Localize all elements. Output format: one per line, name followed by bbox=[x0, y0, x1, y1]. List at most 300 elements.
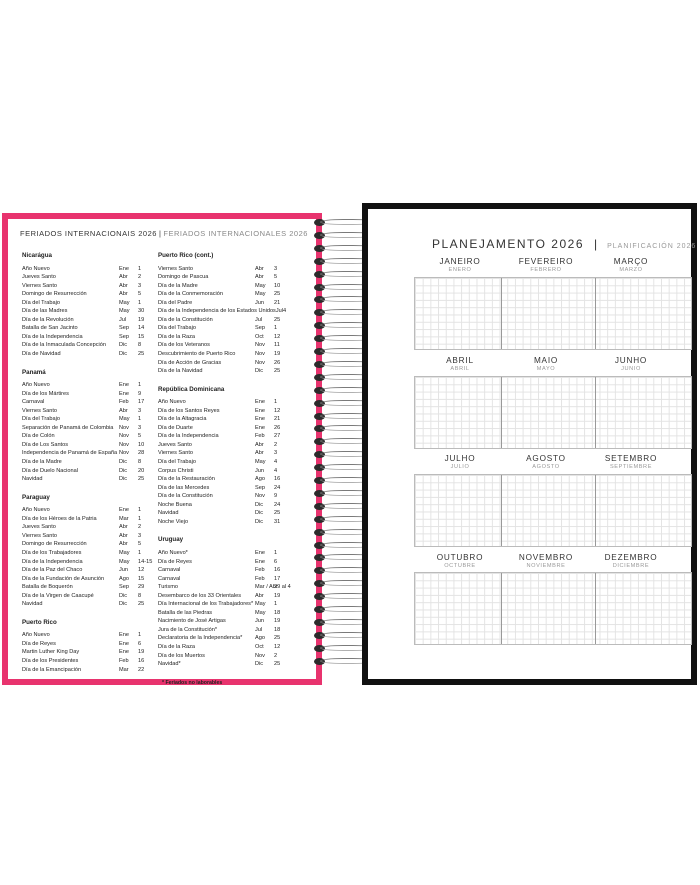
holiday-row bbox=[22, 549, 150, 558]
month-label bbox=[585, 553, 677, 569]
holiday-row bbox=[158, 341, 286, 350]
holiday-name: Día de la Constitución bbox=[158, 493, 213, 500]
holiday-month: Abr bbox=[119, 541, 128, 548]
month-name-pt: JUNHO bbox=[614, 356, 648, 365]
month-name-pt: ABRIL bbox=[446, 356, 474, 365]
holiday-row bbox=[158, 617, 286, 626]
holiday-day: 4 bbox=[274, 459, 278, 466]
month-name-es: OCTUBRE bbox=[444, 563, 476, 569]
holiday-name: Navidad bbox=[158, 510, 179, 517]
holiday-row bbox=[22, 316, 150, 325]
holiday-day: 9 bbox=[274, 493, 278, 500]
holiday-month: Abr bbox=[119, 282, 128, 289]
month-planning-grid[interactable] bbox=[414, 474, 692, 547]
holiday-row bbox=[158, 518, 286, 527]
holiday-month: Oct bbox=[255, 333, 264, 340]
holiday-day: 8 bbox=[138, 342, 142, 349]
holiday-row bbox=[22, 523, 150, 532]
holiday-day: 30 bbox=[138, 308, 145, 315]
holiday-name: Día de los Presidentes bbox=[22, 657, 79, 664]
holiday-row bbox=[22, 540, 150, 549]
grid-divider bbox=[501, 475, 502, 546]
holiday-month: Nov bbox=[255, 359, 265, 366]
holiday-name: Navidad bbox=[22, 476, 43, 483]
holiday-month: May bbox=[119, 308, 130, 315]
holiday-day: 21 bbox=[274, 416, 281, 423]
holiday-row bbox=[22, 631, 150, 640]
holiday-name: Día de Duarte bbox=[158, 424, 193, 431]
holiday-row bbox=[158, 600, 286, 609]
holiday-name: Día de la Independencia de los Estados Unidos bbox=[158, 308, 276, 315]
holiday-row bbox=[158, 432, 286, 441]
holiday-row bbox=[158, 501, 286, 510]
holiday-name: Noche Buena bbox=[158, 501, 192, 508]
holiday-row bbox=[22, 381, 150, 390]
holiday-row bbox=[158, 583, 291, 592]
holiday-month: Dic bbox=[119, 467, 128, 474]
holiday-name: Independencia de Panamá de España bbox=[22, 450, 118, 457]
holiday-month: Dic bbox=[119, 459, 128, 466]
holiday-row bbox=[158, 626, 286, 635]
holiday-day: 5 bbox=[138, 291, 142, 298]
holiday-name: Día del Trabajo bbox=[22, 416, 60, 423]
holiday-day: 14 bbox=[138, 325, 145, 332]
holiday-day: 25 bbox=[274, 661, 281, 668]
holiday-row bbox=[158, 299, 286, 308]
holiday-row bbox=[158, 634, 286, 643]
holiday-day: 2 bbox=[274, 441, 278, 448]
holiday-day: 1 bbox=[138, 265, 142, 272]
holiday-month: Abr bbox=[255, 265, 264, 272]
holiday-day: 6 bbox=[138, 640, 142, 647]
holiday-month: Dic bbox=[255, 518, 264, 525]
footnote: * Feriados no laborables bbox=[162, 679, 223, 686]
holiday-row bbox=[22, 458, 150, 467]
holiday-row bbox=[158, 265, 286, 274]
holiday-month: Ago bbox=[255, 476, 265, 483]
holiday-name: Año Nuevo* bbox=[158, 549, 188, 556]
holiday-day: 2 bbox=[138, 274, 142, 281]
month-planning-grid[interactable] bbox=[414, 572, 692, 645]
holiday-name: Descubrimiento de Puerto Rico bbox=[158, 351, 236, 358]
month-name-es: SEPTIEMBRE bbox=[609, 464, 653, 470]
holiday-day: 3 bbox=[138, 407, 142, 414]
holiday-day: 11 bbox=[274, 342, 280, 349]
holiday-row bbox=[158, 592, 286, 601]
holiday-name: Día de la Altagracia bbox=[158, 416, 207, 423]
holiday-day: 3 bbox=[274, 450, 278, 457]
holidays-subtitle: FERIADOS INTERNACIONALES 2026 bbox=[163, 229, 308, 238]
holiday-day: 8 bbox=[138, 459, 142, 466]
holiday-day: 1 bbox=[138, 382, 142, 389]
month-name-pt: DEZEMBRO bbox=[604, 553, 658, 562]
holiday-name: Viernes Santo bbox=[22, 407, 58, 414]
holiday-name: Año Nuevo bbox=[22, 382, 50, 389]
holiday-day: 19 bbox=[274, 592, 281, 599]
holiday-month: Ene bbox=[119, 507, 129, 514]
holiday-row bbox=[22, 390, 150, 399]
holiday-month: May bbox=[255, 291, 266, 298]
holiday-row bbox=[158, 458, 286, 467]
holiday-row bbox=[158, 307, 286, 316]
holiday-month: Nov bbox=[119, 424, 129, 431]
holiday-name: Martin Luther King Day bbox=[22, 649, 80, 656]
holiday-day: 28 bbox=[138, 450, 145, 457]
holiday-name: Día de Colón bbox=[22, 433, 55, 440]
holiday-day: 5 bbox=[274, 274, 278, 281]
holiday-row bbox=[158, 467, 286, 476]
holiday-row bbox=[22, 333, 150, 342]
holiday-day: 12 bbox=[274, 333, 281, 340]
holiday-name: Día de la Paz del Chaco bbox=[22, 567, 83, 574]
holiday-day: 21 bbox=[274, 299, 281, 306]
holiday-row bbox=[158, 609, 286, 618]
holiday-day: 1 bbox=[138, 507, 142, 514]
holiday-name: Día de los Mártires bbox=[22, 390, 69, 397]
holiday-month: Abr bbox=[255, 274, 264, 281]
holiday-day: 17 bbox=[138, 399, 145, 406]
month-label bbox=[414, 553, 506, 569]
holiday-name: Jueves Santo bbox=[158, 441, 192, 448]
month-label bbox=[585, 257, 677, 273]
holiday-month: May bbox=[255, 609, 266, 616]
holiday-month: Jun bbox=[255, 467, 265, 474]
holidays-title: FERIADOS INTERNACIONAIS 2026 bbox=[20, 229, 157, 238]
country-name: Paraguay bbox=[22, 493, 50, 501]
holiday-row bbox=[22, 575, 150, 584]
holiday-month: Mar / Abr bbox=[255, 584, 278, 591]
holiday-name: Desembarco de los 33 Orientales bbox=[158, 592, 242, 599]
holiday-row bbox=[22, 282, 150, 291]
holiday-day: 29 al 4 bbox=[274, 584, 291, 591]
holiday-month: May bbox=[119, 558, 130, 565]
holiday-day: 16 bbox=[138, 657, 145, 664]
holiday-day: 4 bbox=[274, 467, 278, 474]
planning-subtitle: PLANIFICACIÓN 2026 bbox=[607, 243, 697, 250]
holiday-name: Día de la Madre bbox=[158, 282, 198, 289]
holiday-name: Día del Trabajo bbox=[158, 325, 196, 332]
holiday-day: 18 bbox=[274, 626, 281, 633]
holiday-row bbox=[158, 509, 286, 518]
holiday-day: 3 bbox=[138, 532, 142, 539]
holiday-name: Día de las Mercedes bbox=[158, 484, 210, 491]
holiday-name: Día de la Inmaculada Concepción bbox=[22, 342, 106, 349]
holiday-row bbox=[158, 367, 286, 376]
holiday-name: Día de la Madre bbox=[22, 459, 62, 466]
holiday-month: Nov bbox=[119, 450, 129, 457]
holiday-month: Ene bbox=[119, 649, 129, 656]
holiday-row bbox=[158, 424, 286, 433]
holiday-row bbox=[22, 273, 150, 282]
holiday-row bbox=[158, 441, 286, 450]
holiday-month: Ene bbox=[255, 407, 265, 414]
country-section bbox=[158, 536, 291, 668]
holiday-day: 26 bbox=[274, 424, 281, 431]
grid-divider bbox=[501, 278, 502, 349]
holiday-day: 27 bbox=[274, 433, 281, 440]
holiday-month: Dic bbox=[255, 368, 264, 375]
holiday-month: Jun bbox=[255, 618, 265, 625]
holiday-month: Dic bbox=[255, 661, 264, 668]
holiday-day: 12 bbox=[274, 407, 281, 414]
planning-title: PLANEJAMENTO 2026 bbox=[432, 237, 584, 251]
holiday-month: Ene bbox=[255, 424, 265, 431]
grid-divider bbox=[501, 377, 502, 448]
holiday-day: 12 bbox=[138, 567, 145, 574]
holiday-row bbox=[22, 449, 150, 458]
holiday-day: 3 bbox=[274, 265, 278, 272]
month-label bbox=[500, 356, 592, 372]
country-name: República Dominicana bbox=[158, 385, 225, 393]
month-label bbox=[414, 454, 506, 470]
holiday-month: Dic bbox=[119, 342, 128, 349]
holiday-row bbox=[158, 643, 286, 652]
holiday-day: 1 bbox=[138, 515, 142, 522]
month-label bbox=[414, 356, 506, 372]
month-name-pt: MAIO bbox=[533, 356, 559, 365]
holiday-row bbox=[22, 290, 150, 299]
holiday-day: 19 bbox=[274, 618, 281, 625]
holiday-day: 5 bbox=[138, 541, 142, 548]
holiday-day: 25 bbox=[274, 635, 281, 642]
month-name-es: ABRIL bbox=[450, 366, 470, 372]
month-name-es: MARZO bbox=[619, 267, 643, 273]
country-name: Puerto Rico bbox=[22, 618, 57, 626]
holiday-month: Feb bbox=[119, 657, 129, 664]
month-name-es: NOVIEMBRE bbox=[526, 563, 566, 569]
holiday-name: Día de Reyes bbox=[158, 558, 192, 565]
holiday-name: Carnaval bbox=[22, 399, 45, 406]
month-name-pt: AGOSTO bbox=[526, 454, 566, 463]
holiday-day: 1 bbox=[274, 325, 278, 332]
holiday-day: 17 bbox=[274, 575, 281, 582]
holiday-day: 31 bbox=[274, 518, 281, 525]
holiday-name: Viernes Santo bbox=[158, 450, 194, 457]
country-name: Nicarágua bbox=[22, 252, 52, 259]
holiday-name: Día de la Fundación de Asunción bbox=[22, 575, 105, 582]
grid-divider bbox=[595, 377, 596, 448]
holiday-name: Año Nuevo bbox=[22, 507, 50, 514]
planning-page bbox=[362, 203, 697, 685]
holiday-day: 3 bbox=[138, 424, 142, 431]
holiday-row bbox=[22, 265, 150, 274]
holiday-month: Abr bbox=[255, 592, 264, 599]
holiday-month: May bbox=[255, 282, 266, 289]
holiday-name: Año Nuevo bbox=[22, 632, 50, 639]
holiday-month: Sep bbox=[119, 333, 129, 340]
holiday-row bbox=[22, 592, 150, 601]
holiday-day: 9 bbox=[138, 390, 142, 397]
holiday-day: 1 bbox=[138, 549, 142, 556]
country-name: Panamá bbox=[22, 368, 46, 376]
holiday-row bbox=[158, 492, 286, 501]
holiday-row bbox=[22, 398, 150, 407]
holiday-row bbox=[22, 657, 150, 666]
holiday-row bbox=[158, 652, 286, 661]
holiday-row bbox=[158, 324, 286, 333]
holiday-month: Oct bbox=[255, 643, 264, 650]
holiday-day: 1 bbox=[274, 399, 278, 406]
holiday-month: Ene bbox=[255, 399, 265, 406]
holiday-row bbox=[22, 515, 150, 524]
holiday-row bbox=[158, 282, 286, 291]
holiday-month: Nov bbox=[255, 493, 265, 500]
country-section bbox=[158, 386, 286, 527]
holiday-month: Ene bbox=[119, 382, 129, 389]
holiday-month: May bbox=[119, 299, 130, 306]
holiday-name: Día Internacional de los Trabajadores* bbox=[158, 601, 254, 608]
holiday-month: Sep bbox=[255, 325, 265, 332]
holiday-day: 2 bbox=[274, 652, 278, 659]
holiday-name: Día de los Trabajadores bbox=[22, 549, 82, 556]
holiday-day: 15 bbox=[138, 575, 145, 582]
holidays-column-2 bbox=[158, 252, 291, 687]
holiday-row bbox=[158, 290, 286, 299]
holiday-row bbox=[158, 359, 286, 368]
holiday-name: Batalla de San Jacinto bbox=[22, 325, 78, 332]
holiday-name: Jura de la Constitución* bbox=[158, 626, 218, 633]
holiday-month: Nov bbox=[119, 433, 129, 440]
holiday-row bbox=[22, 432, 150, 441]
holiday-name: Año Nuevo bbox=[22, 265, 50, 272]
holiday-day: 29 bbox=[138, 584, 145, 591]
header-separator: | bbox=[158, 229, 162, 238]
holiday-name: Día de la Revolución bbox=[22, 316, 74, 323]
holiday-month: Jul bbox=[119, 316, 127, 323]
holiday-name: Jueves Santo bbox=[22, 274, 56, 281]
holiday-month: Ago bbox=[119, 575, 129, 582]
holiday-day: 14-15 bbox=[138, 558, 153, 565]
holiday-name: Día de Duelo Nacional bbox=[22, 467, 78, 474]
month-name-pt: NOVEMBRO bbox=[518, 553, 574, 562]
month-name-pt: JANEIRO bbox=[439, 257, 481, 266]
holiday-name: Día de la Virgen de Caacupé bbox=[22, 592, 94, 599]
grid-divider bbox=[595, 573, 596, 644]
month-name-pt: MARÇO bbox=[613, 257, 649, 266]
holiday-name: Corpus Christi bbox=[158, 467, 194, 474]
holiday-day: 16 bbox=[274, 476, 281, 483]
holiday-month: Feb bbox=[255, 575, 265, 582]
holiday-row bbox=[22, 350, 150, 359]
holiday-month: Dic bbox=[255, 501, 264, 508]
holiday-month: Abr bbox=[119, 524, 128, 531]
holiday-row bbox=[22, 566, 150, 575]
holiday-month: Dic bbox=[119, 476, 128, 483]
month-name-es: MAYO bbox=[536, 366, 556, 372]
holiday-row bbox=[22, 666, 150, 675]
holiday-name: Día de los Muertos bbox=[158, 652, 205, 659]
month-name-es: JUNIO bbox=[621, 366, 641, 372]
holiday-month: Ene bbox=[255, 558, 265, 565]
holiday-month: May bbox=[255, 459, 266, 466]
holidays-column-1 bbox=[22, 252, 153, 684]
holiday-month: Nov bbox=[255, 351, 265, 358]
grid-divider bbox=[595, 475, 596, 546]
holiday-day: 25 bbox=[138, 601, 145, 608]
holiday-day: 26 bbox=[274, 359, 281, 366]
holiday-name: Día de la Independencia bbox=[22, 558, 83, 565]
holiday-name: Día de la Independencia bbox=[22, 333, 83, 340]
holiday-month: Abr bbox=[119, 291, 128, 298]
holiday-month: Dic bbox=[255, 510, 264, 517]
month-name-pt: FEVEREIRO bbox=[518, 257, 574, 266]
country-section bbox=[22, 369, 150, 484]
holiday-month: Dic bbox=[119, 351, 128, 358]
country-name: Puerto Rico (cont.) bbox=[158, 252, 214, 259]
holiday-day: 25 bbox=[138, 476, 145, 483]
holiday-row bbox=[22, 583, 150, 592]
holiday-row bbox=[158, 549, 286, 558]
holiday-row bbox=[22, 407, 150, 416]
holiday-day: 16 bbox=[274, 567, 281, 574]
holiday-row bbox=[22, 324, 150, 333]
holiday-row bbox=[158, 415, 286, 424]
holiday-row bbox=[22, 600, 150, 609]
holiday-month: Ene bbox=[119, 640, 129, 647]
country-section bbox=[158, 252, 286, 376]
holiday-name: Viernes Santo bbox=[158, 265, 194, 272]
holiday-name: Carnaval bbox=[158, 575, 181, 582]
holiday-month: Jul bbox=[255, 626, 263, 633]
holiday-name: Nacimiento de José Artigas bbox=[158, 618, 226, 625]
holiday-day: 24 bbox=[274, 501, 281, 508]
holiday-row bbox=[158, 350, 286, 359]
month-label bbox=[585, 356, 677, 372]
holiday-month: Abr bbox=[255, 450, 264, 457]
holiday-month: Jun bbox=[255, 299, 265, 306]
holiday-day: 1 bbox=[274, 601, 278, 608]
country-name: Uruguay bbox=[158, 536, 184, 544]
holiday-row bbox=[22, 506, 150, 515]
holiday-month: Ene bbox=[119, 632, 129, 639]
holiday-name: Domingo de Pascua bbox=[158, 274, 209, 281]
holiday-name: Noche Viejo bbox=[158, 518, 189, 525]
holiday-name: Viernes Santo bbox=[22, 532, 58, 539]
holiday-day: 4 bbox=[283, 308, 287, 315]
holidays-page bbox=[2, 213, 322, 685]
holiday-row bbox=[158, 449, 286, 458]
holiday-month: Feb bbox=[255, 567, 265, 574]
holiday-day: 12 bbox=[274, 643, 281, 650]
holiday-month: Abr bbox=[119, 407, 128, 414]
holiday-month: Abr bbox=[255, 441, 264, 448]
holiday-row bbox=[158, 558, 286, 567]
holiday-name: Día de Navidad bbox=[22, 351, 61, 358]
holiday-row bbox=[158, 575, 286, 584]
holiday-name: Día de Reyes bbox=[22, 640, 56, 647]
holiday-day: 8 bbox=[138, 592, 142, 599]
holiday-name: Día de la Navidad bbox=[158, 368, 203, 375]
holiday-row bbox=[22, 640, 150, 649]
holiday-day: 19 bbox=[138, 316, 145, 323]
holiday-name: Batalla de las Piedras bbox=[158, 609, 213, 616]
holiday-name: Día de Los Santos bbox=[22, 441, 69, 448]
month-planning-grid[interactable] bbox=[414, 277, 692, 350]
holiday-name: Día de la Independencia bbox=[158, 433, 219, 440]
holiday-name: Separación de Panamá de Colombia bbox=[22, 424, 114, 431]
holiday-name: Declaratoria de la Independencia* bbox=[158, 635, 243, 642]
holiday-day: 10 bbox=[274, 282, 281, 289]
holiday-day: 25 bbox=[138, 351, 145, 358]
holiday-month: Ene bbox=[119, 265, 129, 272]
month-planning-grid[interactable] bbox=[414, 376, 692, 449]
grid-divider bbox=[595, 278, 596, 349]
month-name-es: AGOSTO bbox=[532, 464, 560, 470]
holiday-name: Día del Padre bbox=[158, 299, 193, 306]
holiday-name: Día de la Restauración bbox=[158, 476, 215, 483]
holiday-name: Día de las Madres bbox=[22, 308, 68, 315]
planning-header bbox=[432, 235, 696, 253]
